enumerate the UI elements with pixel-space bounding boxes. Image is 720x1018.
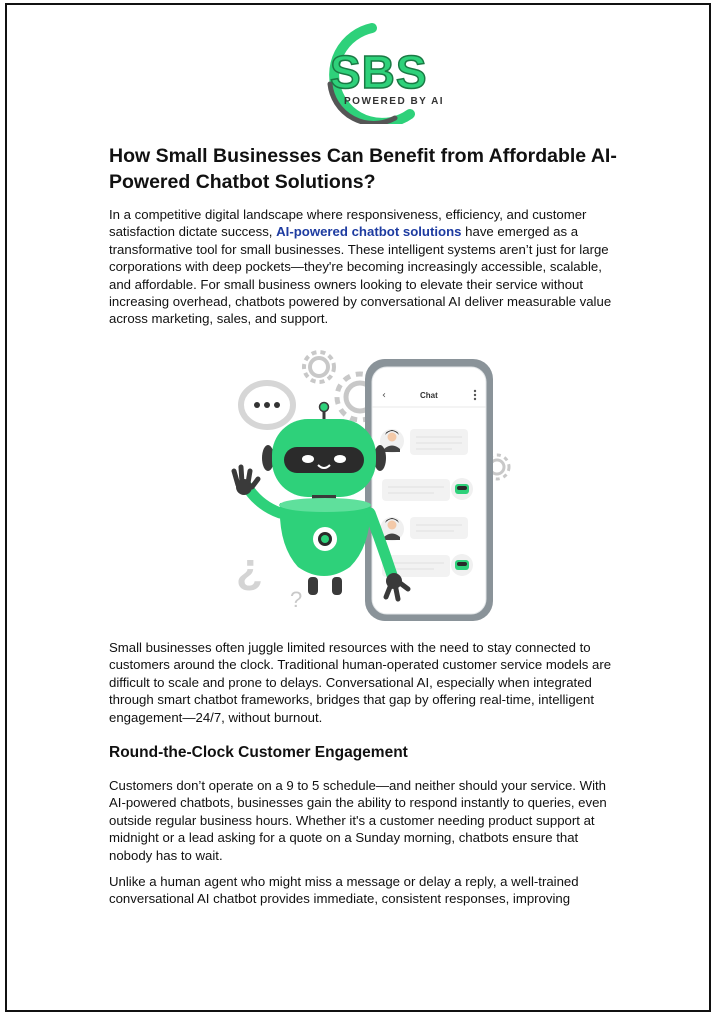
intro-text-start: In a competitive digital landscape where responsiveness, efficiency, and customer satisfaction dictate success,	[109, 207, 587, 240]
chatbot-illustration	[222, 345, 522, 625]
ai-chatbot-solutions-link[interactable]: AI-powered chatbot solutions	[276, 224, 462, 240]
chat-message-bot	[382, 478, 473, 501]
intro-paragraph	[109, 206, 621, 328]
chat-message-user	[380, 517, 468, 541]
chat-message-user	[380, 429, 468, 455]
gear-icon	[304, 352, 334, 382]
kebab-menu-icon	[474, 390, 476, 400]
body-paragraph: Small businesses often juggle limited resources with the need to stay connected to customers around the clock. Traditional human-operated customer service models are difficult to scale and prone to delays. Conversational AI, especially when integrated through smart chatbot frameworks, bridges that gap by offering real-time, intelligent engagement—24/7, without burnout.	[109, 640, 612, 725]
body-paragraph: Unlike a human agent who might miss a message or delay a reply, a well-trained conversational AI chatbot provides immediate, consistent responses, improving	[109, 874, 579, 907]
section-heading: Round-the-Clock Customer Engagement	[109, 744, 408, 761]
intro-text-end: have emerged as a transformative tool for small businesses. These intelligent systems aren’t just for large corporations with deep pockets—they're becoming increasingly accessible, scalable, and affordable. For small business owners looking to elevate their service without increasing overhead, chatbots powered by conversational AI deliver measurable value across marketing, sales, and support.	[109, 224, 612, 327]
sbs-logo	[300, 14, 480, 124]
question-mark-icon: ?	[290, 587, 303, 612]
logo-brand-text: SBS	[330, 46, 428, 98]
speech-bubble-icon	[241, 383, 293, 427]
page-title: How Small Businesses Can Benefit from Affordable AI-Powered Chatbot Solutions?	[109, 145, 617, 193]
logo-tagline: POWERED BY AI	[344, 96, 445, 107]
question-mark-icon: ¿	[236, 544, 263, 593]
body-paragraph: Customers don’t operate on a 9 to 5 schedule—and neither should your service. With AI-powered chatbots, businesses gain the ability to respond instantly to queries, even outside regular business hours. Whether it's a customer needing product support at midnight or a lead asking for a quote on a Sunday morning, chatbots ensure that nobody has to wait.	[109, 778, 607, 863]
chevron-left-icon: ‹	[382, 390, 386, 401]
phone-mockup	[365, 359, 493, 621]
chat-header-label: Chat	[420, 391, 438, 400]
